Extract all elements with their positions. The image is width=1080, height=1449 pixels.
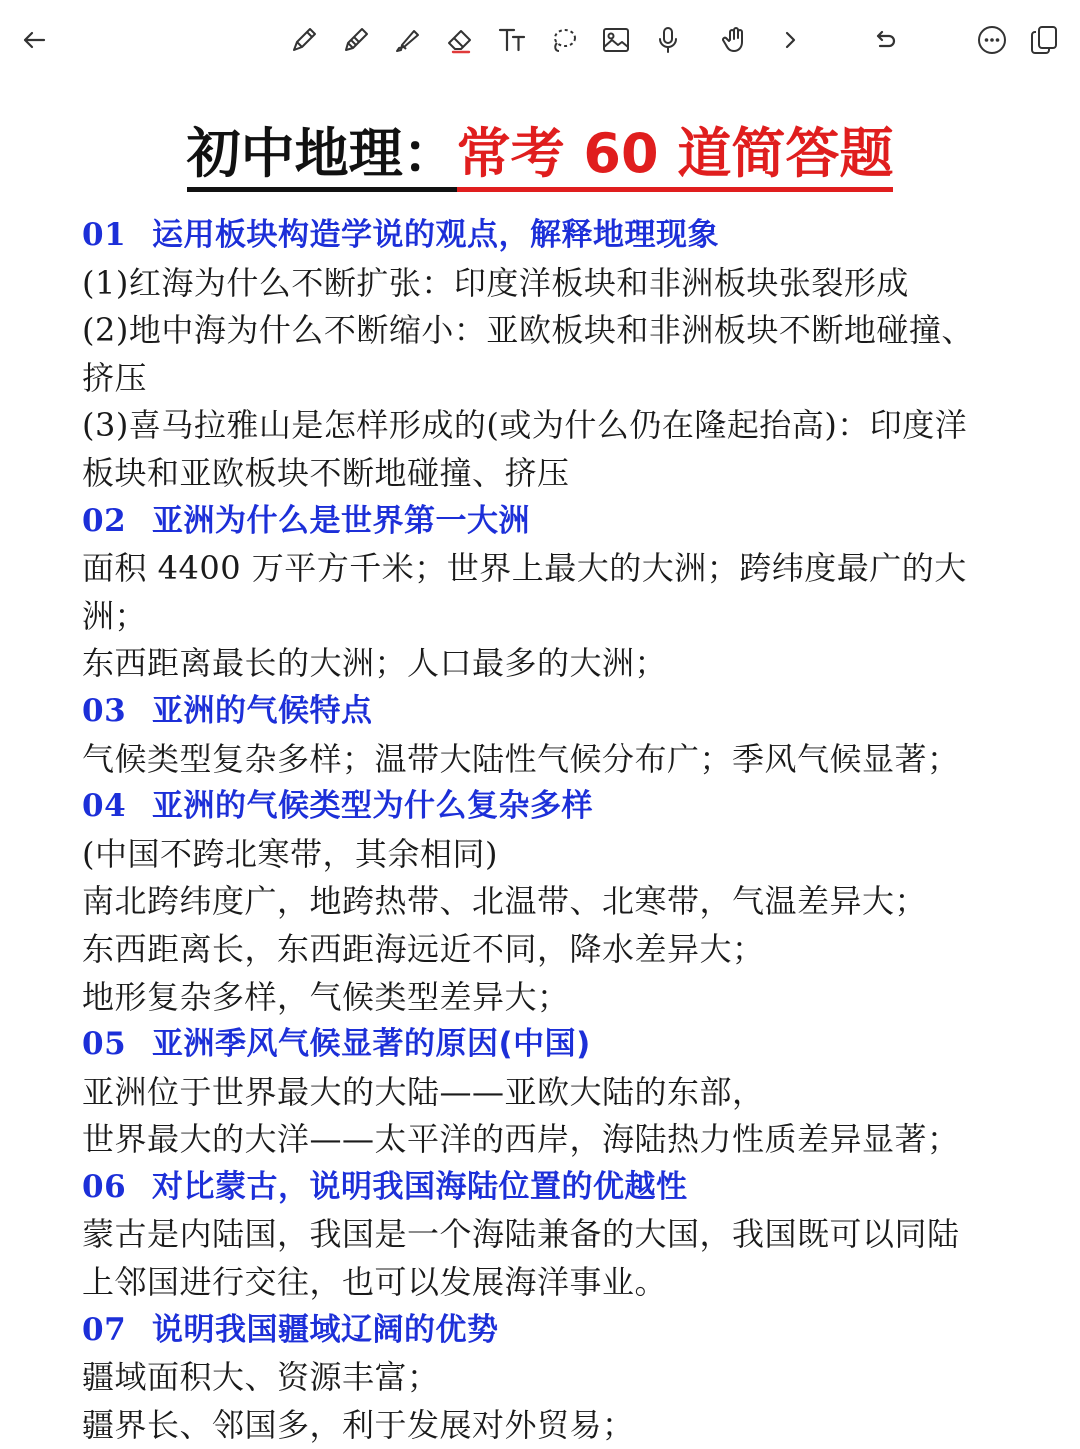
mic-icon[interactable]	[646, 18, 690, 62]
section-body-line: 蒙古是内陆国，我国是一个海陆兼备的大国，我国既可以同陆	[82, 1215, 960, 1254]
title-part-red: 常考 60 道简答题	[457, 122, 894, 192]
section-number: 07	[82, 1311, 127, 1348]
section-body-line: 洲；	[82, 596, 148, 635]
section-body-line: 挤压	[82, 358, 148, 397]
pencil-icon[interactable]	[334, 18, 378, 62]
highlighter-icon[interactable]	[386, 18, 430, 62]
hand-icon[interactable]	[714, 18, 758, 62]
section-number: 03	[82, 692, 127, 729]
section-heading-text: 亚洲的气候特点	[152, 692, 373, 729]
section-heading-text: 亚洲的气候类型为什么复杂多样	[152, 788, 593, 825]
section-number: 02	[82, 502, 127, 539]
section-heading-text: 说明我国疆域辽阔的优势	[152, 1311, 499, 1348]
section-body-line: 亚洲位于世界最大的大陆——亚欧大陆的东部，	[82, 1072, 765, 1111]
section-heading-text: 亚洲季风气候显著的原因(中国)	[152, 1026, 591, 1063]
section-body-line: 东西距离最长的大洲；人口最多的大洲；	[82, 644, 668, 683]
section-heading	[82, 498, 1012, 546]
section-body-line: 气候类型复杂多样；温带大陆性气候分布广；季风气候显著；	[82, 739, 960, 778]
text-icon[interactable]	[490, 18, 534, 62]
section-body-line: (3)喜马拉雅山是怎样形成的(或为什么仍在隆起抬高)：印度洋	[82, 406, 968, 445]
section-body-line: 上邻国进行交往，也可以发展海洋事业。	[82, 1263, 668, 1302]
section-heading-text: 亚洲为什么是世界第一大洲	[152, 502, 530, 539]
section-body-line: 面积 4400 万平方千米；世界上最大的大洲；跨纬度最广的大	[82, 549, 967, 588]
lasso-icon[interactable]	[542, 18, 586, 62]
more-icon[interactable]	[970, 18, 1014, 62]
section-heading	[82, 1164, 1012, 1212]
pages-icon[interactable]	[1022, 18, 1066, 62]
section-heading	[82, 1021, 1012, 1069]
section-body-line: (中国不跨北寒带，其余相同)	[82, 834, 498, 873]
note-content	[82, 212, 1012, 1449]
section-number: 04	[82, 788, 127, 825]
section-body-line: 地形复杂多样，气候类型差异大；	[82, 977, 570, 1016]
section-number: 06	[82, 1168, 127, 1205]
section-body-line: 疆界长、邻国多，利于发展对外贸易；	[82, 1405, 635, 1444]
pen-icon[interactable]	[282, 18, 326, 62]
section-body-line: 世界最大的大洋——太平洋的西岸，海陆热力性质差异显著；	[82, 1120, 960, 1159]
section-body-line: (1)红海为什么不断扩张：印度洋板块和非洲板块张裂形成	[82, 263, 909, 302]
section-heading-text: 对比蒙古，说明我国海陆位置的优越性	[152, 1168, 688, 1205]
section-heading	[82, 783, 1012, 831]
section-heading	[82, 1307, 1012, 1355]
chevron-right-icon[interactable]	[768, 18, 812, 62]
image-icon[interactable]	[594, 18, 638, 62]
section-body-line: 板块和亚欧板块不断地碰撞、挤压	[82, 453, 570, 492]
section-body-line: 疆域面积大、资源丰富；	[82, 1358, 440, 1397]
back-arrow-icon[interactable]	[12, 18, 56, 62]
section-heading-text: 运用板块构造学说的观点，解释地理现象	[152, 217, 719, 253]
section-body-line: (2)地中海为什么不断缩小：亚欧板块和非洲板块不断地碰撞、	[82, 311, 974, 350]
eraser-icon[interactable]	[438, 18, 482, 62]
section-body-line: 东西距离长，东西距海远近不同，降水差异大；	[82, 929, 765, 968]
section-number: 05	[82, 1026, 127, 1063]
section-body-line: 南北跨纬度广，地跨热带、北温带、北寒带，气温差异大；	[82, 882, 928, 921]
toolbar	[0, 0, 1080, 80]
section-heading	[82, 212, 1012, 260]
page-title	[0, 118, 1080, 190]
section-number: 01	[82, 217, 127, 253]
title-part-black: 初中地理：	[187, 122, 457, 192]
undo-icon[interactable]	[862, 18, 906, 62]
section-heading	[82, 688, 1012, 736]
